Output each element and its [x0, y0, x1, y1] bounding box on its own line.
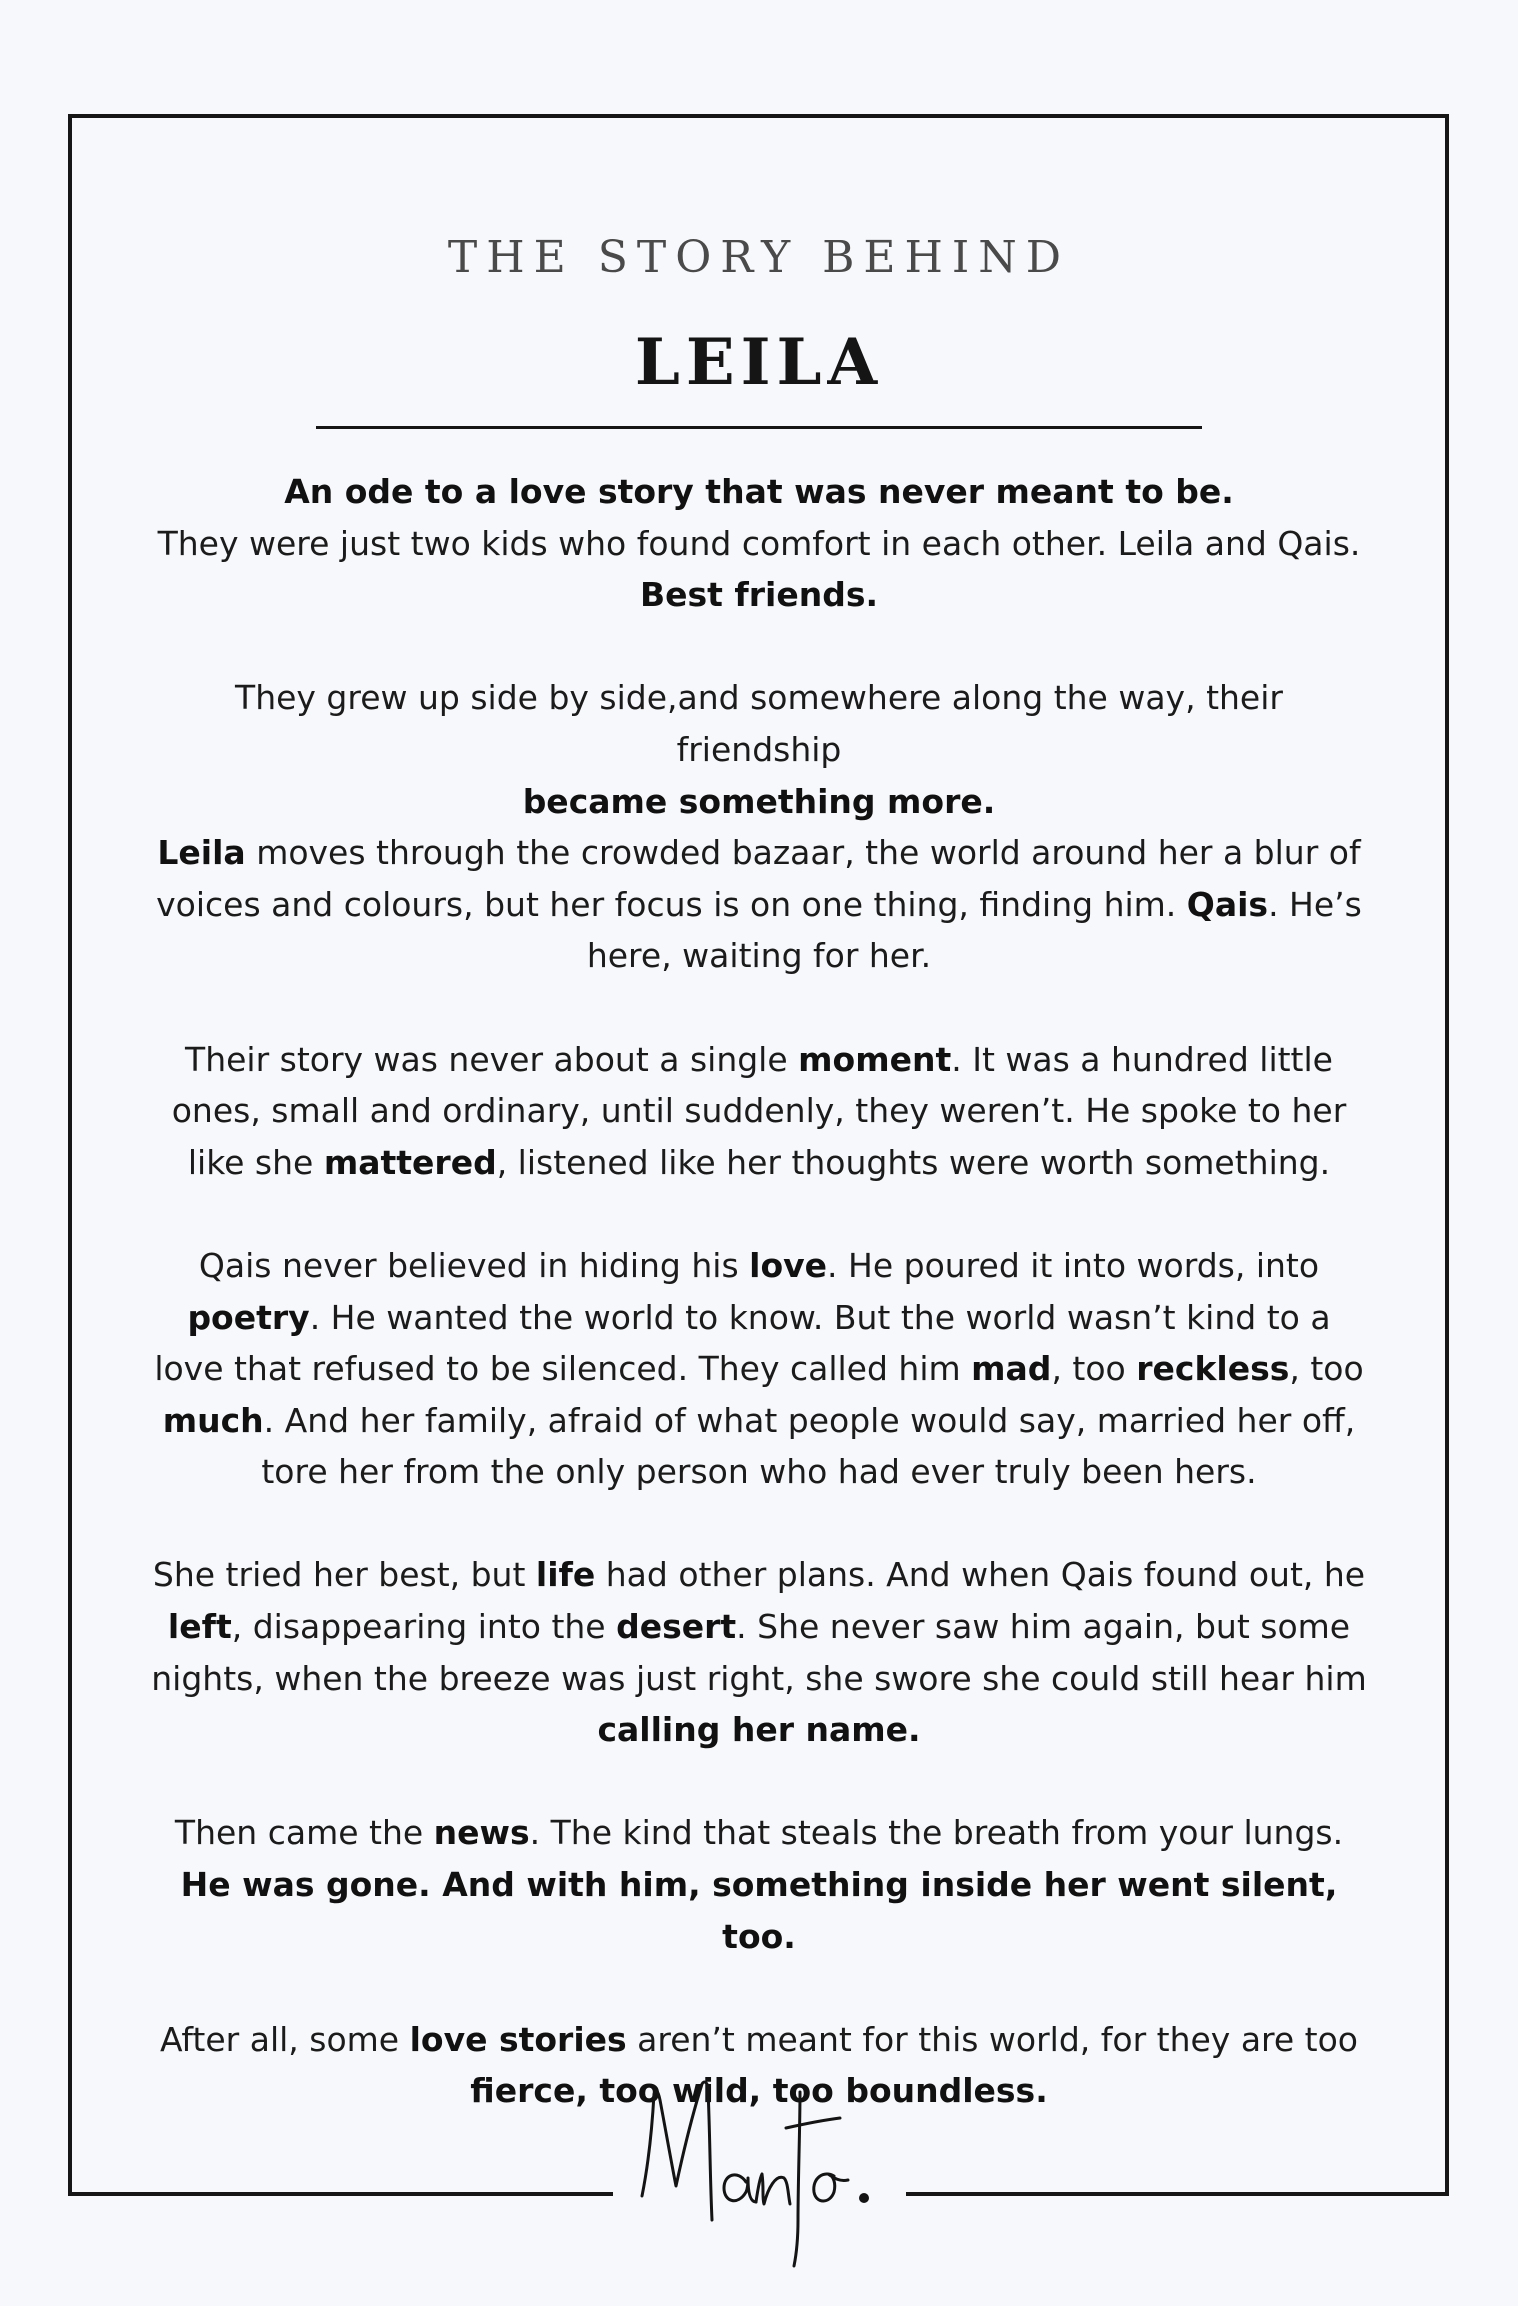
bold-phrase: much	[162, 1400, 264, 1440]
frame-bottom-right	[906, 2192, 1449, 2196]
signature	[628, 2070, 896, 2270]
paragraph-6	[150, 1807, 1368, 1962]
signature-dot-icon	[859, 2193, 869, 2203]
text-run: Qais never believed in hiding his	[198, 1245, 750, 1285]
bold-phrase: mattered	[323, 1142, 497, 1182]
text-run: . She never saw him again, but some nights, when the breeze was just right, she swore she could still hear him	[151, 1607, 1367, 1698]
text-run: They grew up side by side,and somewhere along the way, their friendship	[235, 678, 1283, 769]
text-run: Their story was never about a single	[185, 1039, 799, 1079]
bold-phrase: desert	[616, 1607, 737, 1647]
bold-phrase: love stories	[409, 2019, 627, 2059]
text-run: She tried her best, but	[152, 1555, 536, 1595]
bold-phrase: news	[433, 1813, 530, 1853]
paragraph-1	[150, 466, 1368, 621]
title-divider	[316, 426, 1202, 429]
signature-handwriting	[628, 2070, 896, 2270]
bold-phrase: Leila	[157, 833, 246, 873]
kicker-heading: THE STORY BEHIND	[447, 232, 1071, 283]
text-run: , too	[1051, 1349, 1137, 1389]
text-run: , listened like her thoughts were worth something.	[496, 1142, 1331, 1182]
paragraph-2	[150, 672, 1368, 982]
page-title: LEILA	[634, 325, 884, 400]
bold-phrase: Qais	[1186, 884, 1269, 924]
bold-phrase: mad	[971, 1349, 1052, 1389]
text-run: aren’t meant for this world, for they are too	[626, 2019, 1358, 2059]
bold-phrase: Best friends.	[639, 575, 879, 615]
text-run: , too	[1289, 1349, 1364, 1389]
bold-phrase: poetry	[187, 1297, 310, 1337]
frame-bottom-left	[68, 2192, 613, 2196]
text-run: had other plans. And when Qais found out, he	[595, 1555, 1366, 1595]
text-run: After all, some	[159, 2019, 410, 2059]
bold-phrase: love	[749, 1245, 828, 1285]
text-run: Then came the	[174, 1813, 434, 1853]
bold-phrase: An ode to a love story that was never meant to be.	[284, 472, 1234, 511]
paragraph-5	[150, 1549, 1368, 1755]
bold-phrase: became something more.	[522, 781, 996, 821]
bold-phrase: left	[167, 1607, 232, 1647]
text-run: , disappearing into the	[231, 1607, 617, 1647]
text-run: moves through the crowded bazaar, the world around her a blur of voices and colours, but her focus is on one thing, finding him.	[156, 833, 1361, 924]
bold-phrase: fierce, too wild, too boundless.	[470, 2071, 1048, 2111]
text-run: . He poured it into words, into	[827, 1245, 1320, 1285]
paragraph-3	[150, 1034, 1368, 1189]
bold-phrase: moment	[798, 1039, 952, 1079]
text-run: . It was a hundred little ones, small and ordinary, until suddenly, they weren’t. He spoke to her like she	[171, 1039, 1347, 1182]
bold-phrase: He was gone. And with him, something inside her went silent, too.	[180, 1865, 1338, 1956]
text-run: . He’s here, waiting for her.	[586, 884, 1362, 976]
bold-phrase: reckless	[1136, 1349, 1290, 1389]
text-run: They were just two kids who found comfort in each other. Leila and Qais.	[157, 523, 1361, 563]
text-run: . And her family, afraid of what people would say, married her off, tore her from the only person who had ever truly been hers.	[261, 1400, 1356, 1492]
text-run: . He wanted the world to know. But the world wasn’t kind to a love that refused to be silenced. They called him	[154, 1297, 1331, 1389]
story-text	[150, 466, 1368, 2117]
text-run: . The kind that steals the breath from your lungs.	[529, 1813, 1344, 1853]
bold-phrase: life	[535, 1555, 596, 1595]
paragraph-4	[150, 1240, 1368, 1498]
bold-phrase: calling her name.	[597, 1710, 921, 1750]
